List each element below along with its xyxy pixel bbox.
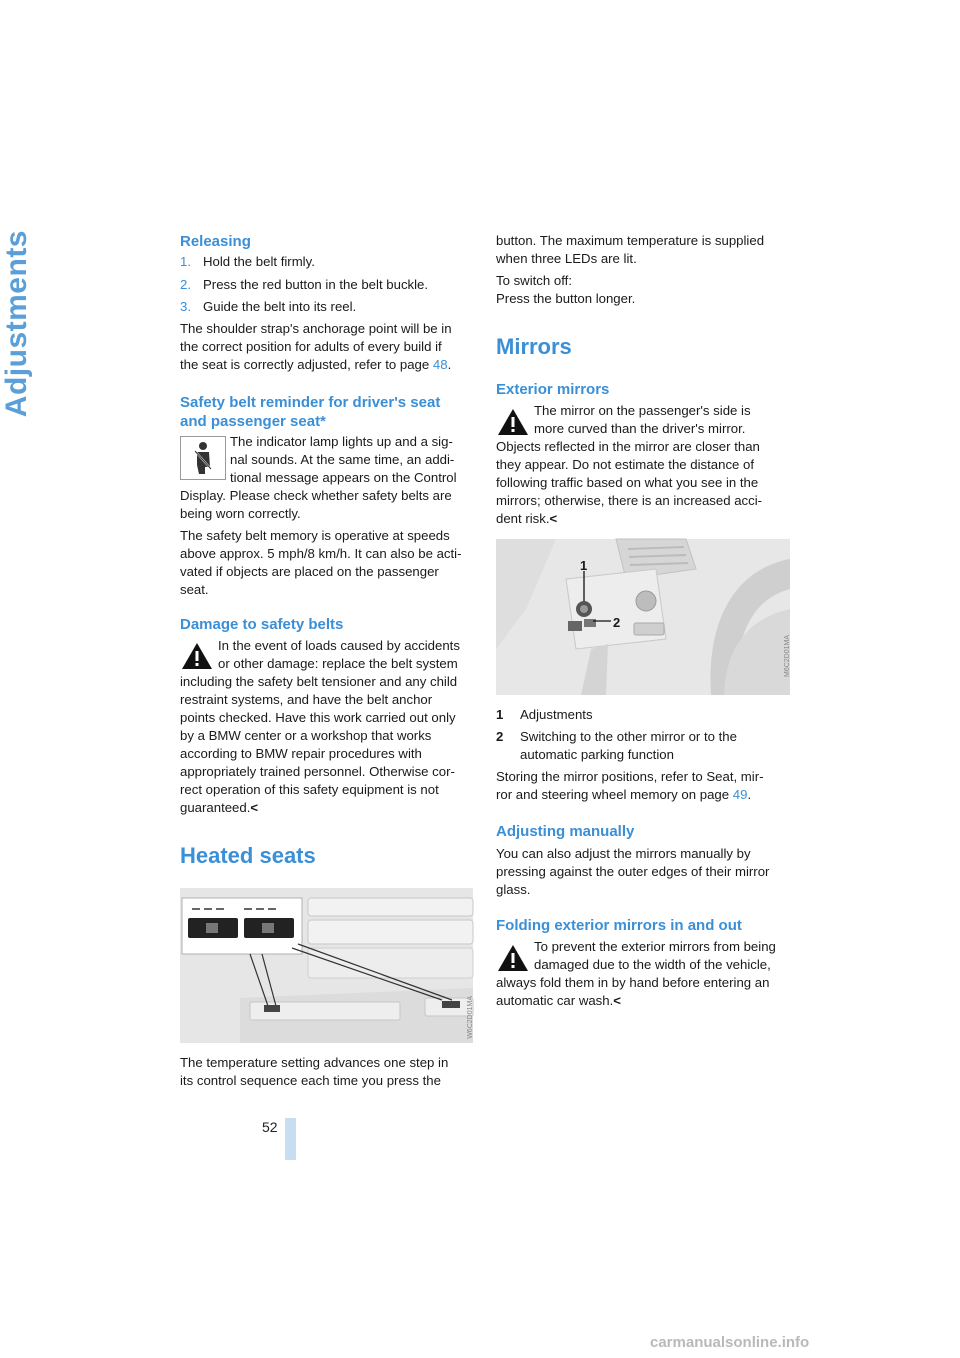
text-line: glass. (496, 882, 531, 897)
mirror-legend (496, 706, 790, 764)
text-line: Objects reflected in the mirror are closer than (496, 439, 760, 454)
text-line: Press the button longer. (496, 291, 636, 306)
text-line: pressing against the outer edges of their mirror (496, 864, 770, 879)
page-link-49[interactable]: 49 (732, 787, 748, 802)
releasing-steps (180, 253, 473, 320)
heading-line: and passenger seat* (180, 413, 326, 430)
list-item (180, 298, 473, 320)
text-line: To switch off: (496, 273, 572, 288)
releasing-note (180, 320, 473, 374)
legend-number: 1 (496, 707, 504, 722)
folding-mirrors-warning (496, 938, 790, 1010)
text-line: nal sounds. At the same time, an addi- (230, 452, 455, 467)
legend-text: Switching to the other mirror or to the (520, 729, 737, 744)
mirror-controls-figure (496, 539, 790, 695)
text-line: mirrors; otherwise, there is an increased acci- (496, 493, 763, 508)
text-line: its control sequence each time you press the (180, 1073, 441, 1088)
figure-code: W6C2D01MA (467, 996, 474, 1039)
text-line: The temperature setting advances one step in (180, 1055, 449, 1070)
text-line: the seat is correctly adjusted, refer to page (180, 357, 433, 372)
callout-1: 1 (580, 558, 588, 573)
list-item (180, 253, 473, 276)
text-line: You can also adjust the mirrors manually by (496, 846, 751, 861)
switch-off-paragraph (496, 272, 790, 308)
list-item (496, 706, 790, 728)
adjusting-manually-heading: Adjusting manually (496, 823, 635, 840)
legend-text: automatic parking function (520, 747, 674, 762)
page-number-bar (285, 1118, 296, 1160)
legend-text: Adjustments (520, 707, 593, 722)
reminder-heading (180, 393, 440, 431)
text-line: Display. Please check whether safety belts are (180, 488, 452, 503)
text-line: more curved than the driver's mirror. (534, 421, 746, 436)
reminder-paragraph-2 (180, 527, 473, 599)
page-link-48[interactable]: 48 (432, 357, 448, 372)
end-mark: < (613, 993, 621, 1008)
callout-2: 2 (613, 615, 621, 630)
text-line: ror and steering wheel memory on page (496, 787, 733, 802)
text-line: button. The maximum temperature is supplied (496, 233, 765, 248)
text-line: seat. (180, 582, 209, 597)
damage-heading: Damage to safety belts (180, 616, 344, 633)
text-line: damaged due to the width of the vehicle, (534, 957, 771, 972)
text-line: following traffic based on what you see in the (496, 475, 759, 490)
damage-warning-text (180, 637, 473, 817)
text-line: The safety belt memory is operative at speeds (180, 528, 450, 543)
text-line: when three LEDs are lit. (496, 251, 637, 266)
step-text: Press the red button in the belt buckle. (203, 277, 429, 292)
text-line: The indicator lamp lights up and a sig- (230, 434, 453, 449)
text-line: according to BMW repair procedures with (180, 746, 422, 761)
list-item (496, 728, 790, 764)
folding-mirrors-heading: Folding exterior mirrors in and out (496, 917, 742, 934)
text-line: guaranteed. (180, 800, 251, 815)
reminder-paragraph-1 (180, 433, 473, 523)
step-number: 2. (180, 277, 191, 292)
chapter-tab: Adjustments (0, 230, 33, 418)
exterior-mirrors-warning (496, 402, 790, 528)
text-line: The mirror on the passenger's side is (534, 403, 751, 418)
heading-line: Safety belt reminder for driver's seat (180, 394, 441, 411)
step-text: Hold the belt firmly. (203, 254, 315, 269)
text-line: Storing the mirror positions, refer to Seat, mir- (496, 769, 764, 784)
text-line: To prevent the exterior mirrors from being (534, 939, 776, 954)
list-item (180, 276, 473, 298)
text-line: by a BMW center or a workshop that works (180, 728, 432, 743)
storing-positions-paragraph (496, 768, 790, 804)
text-line: above approx. 5 mph/8 km/h. It can also be acti- (180, 546, 462, 561)
text-line: restraint systems, and have the belt anchor (180, 692, 433, 707)
text-line: The shoulder strap's anchorage point will be in (180, 321, 452, 336)
exterior-mirrors-heading: Exterior mirrors (496, 381, 610, 398)
heated-seats-heading: Heated seats (180, 843, 316, 868)
text-line: they appear. Do not estimate the distance of (496, 457, 755, 472)
end-mark: < (549, 511, 558, 526)
text-line: the correct position for adults of every build if (180, 339, 442, 354)
mirrors-heading: Mirrors (496, 334, 572, 359)
heated-seats-figure (180, 888, 473, 1043)
end-mark: < (250, 800, 259, 815)
text-line: . (747, 787, 752, 802)
text-line: being worn correctly. (180, 506, 301, 521)
text-line: including the safety belt tensioner and any child (180, 674, 458, 689)
text-line: . (447, 357, 452, 372)
step-number: 1. (180, 254, 191, 269)
text-line: In the event of loads caused by accidents (218, 638, 460, 653)
text-line: tional message appears on the Control (230, 470, 457, 485)
heated-seats-continued (496, 232, 790, 268)
adjusting-manually-paragraph (496, 845, 790, 899)
heated-seats-paragraph (180, 1054, 473, 1090)
text-line: always fold them in by hand before entering an (496, 975, 770, 990)
text-line: points checked. Have this work carried out only (180, 710, 456, 725)
text-line: dent risk. (496, 511, 550, 526)
text-line: vated if objects are placed on the passenger (180, 564, 439, 579)
step-number: 3. (180, 299, 191, 314)
step-text: Guide the belt into its reel. (203, 299, 357, 314)
releasing-heading: Releasing (180, 233, 251, 250)
page-number: 52 (262, 1119, 278, 1135)
legend-number: 2 (496, 729, 504, 744)
text-line: appropriately trained personnel. Otherwise cor- (180, 764, 455, 779)
figure-code: M6C2D01MA (784, 635, 791, 678)
text-line: rect operation of this safety equipment is not (180, 782, 439, 797)
text-line: automatic car wash. (496, 993, 614, 1008)
footer-watermark: carmanualsonline.info (650, 1334, 810, 1351)
text-line: or other damage: replace the belt system (218, 656, 458, 671)
